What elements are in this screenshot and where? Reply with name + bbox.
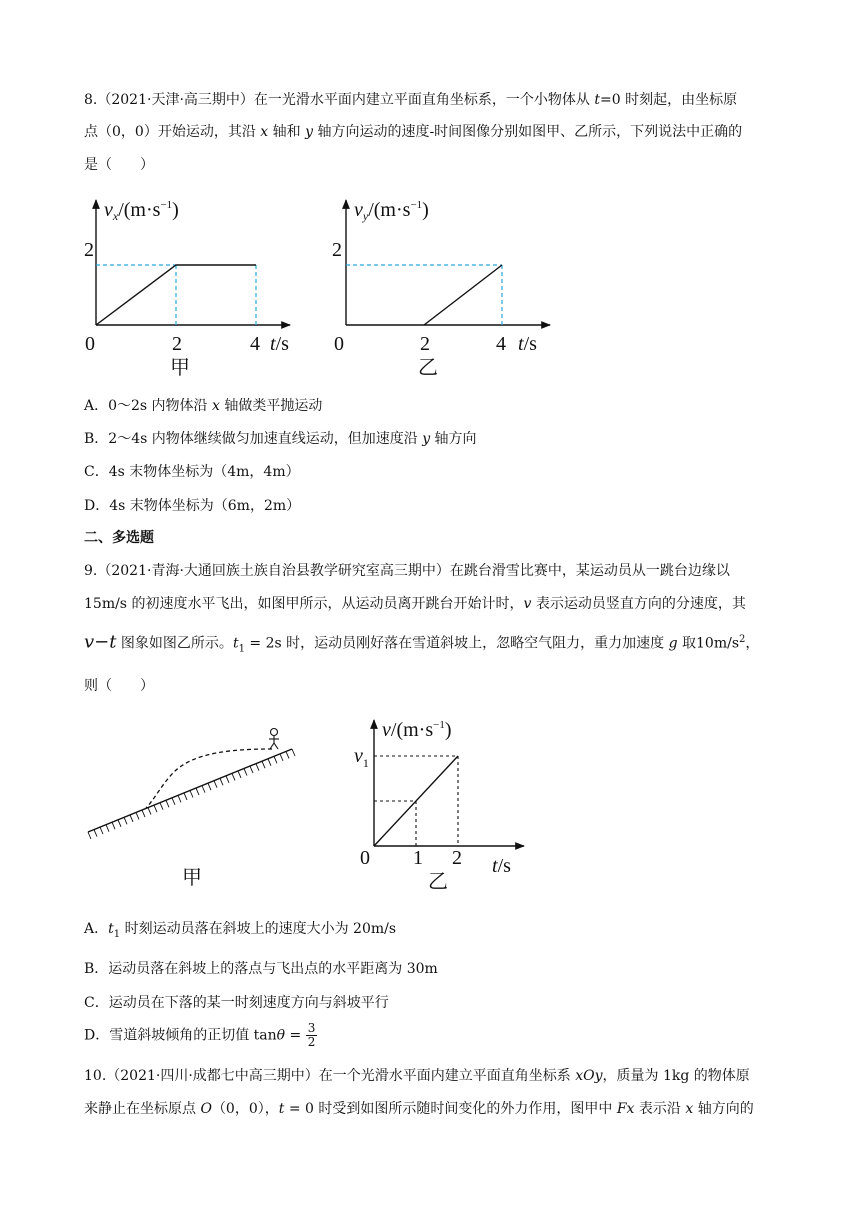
q9-option-c[interactable]: C．运动员在下落的某一时刻速度方向与斜坡平行 — [84, 995, 389, 1011]
svg-text:vx/(m·s−1) — [104, 199, 179, 223]
xlabel-unit: /s — [275, 333, 289, 355]
ylabel-exp: −1 — [160, 199, 173, 211]
vy-series-line — [424, 265, 502, 325]
y-tick-sub: 1 — [362, 756, 369, 770]
ylabel-close: ) — [172, 199, 179, 221]
origin-label: 0 — [334, 333, 344, 355]
q9-line-2: 15m/s 的初速度水平飞出，如图甲所示，从运动员离开跳台开始计时，v 表示运动员竖直方向的分速度，其 — [84, 596, 746, 612]
slope-hatching — [88, 749, 295, 839]
svg-text:t/s — [270, 333, 289, 355]
svg-text:t/s — [518, 333, 537, 355]
y-tick-2: 2 — [332, 239, 342, 261]
section-heading: 二、多选题 — [84, 530, 154, 546]
origin-label: 0 — [360, 847, 370, 869]
caption-jia: 甲 — [182, 867, 202, 889]
q9-option-d[interactable]: D．雪道斜坡倾角的正切值 tanθ = $\frac{3}{2}$ — [84, 1021, 316, 1049]
ylabel-unit: /(m·s — [368, 199, 411, 221]
q9-line-1: 9.（2021·青海·大通回族土族自治县教学研究室高三期中）在跳台滑雪比赛中，某运动员从一跳台边缘以 — [84, 563, 730, 579]
ylabel-sub: x — [112, 209, 119, 223]
q8-line-3: 是（ ） — [84, 157, 154, 173]
x-tick-2: 2 — [420, 333, 430, 355]
ylabel-unit: /(m·s — [118, 199, 161, 221]
q10-number: 10. — [84, 1068, 107, 1084]
q9-number: 9. — [84, 563, 98, 579]
caption-jia: 甲 — [170, 357, 190, 379]
caption-yi: 乙 — [428, 871, 448, 893]
xlabel-t: t — [492, 855, 498, 877]
ylabel-v: v — [382, 719, 391, 741]
ylabel-v: v — [104, 199, 113, 221]
ylabel-close: ) — [422, 199, 429, 221]
y-tick-v: v — [354, 745, 363, 767]
caption-yi: 乙 — [418, 357, 438, 379]
svg-text:vy/(m·s−1) — [354, 199, 429, 223]
xlabel-unit: /s — [497, 855, 511, 877]
q8-option-d[interactable]: D．4s 末物体坐标为（6m，2m） — [84, 498, 301, 514]
q8-graph-jia — [80, 188, 300, 380]
x-tick-2: 2 — [172, 333, 182, 355]
q8-option-b[interactable]: B．2～4s 内物体继续做匀加速直线运动，但加速度沿 y 轴方向 — [84, 431, 477, 447]
y-tick-2: 2 — [84, 239, 94, 261]
trajectory-curve — [146, 749, 272, 808]
skier-icon — [269, 729, 279, 750]
q9-line-4: 则（ ） — [84, 678, 154, 694]
q8-option-a[interactable]: A．0～2s 内物体沿 x 轴做类平抛运动 — [84, 398, 323, 414]
ylabel-sub: y — [362, 209, 369, 223]
origin-label: 0 — [85, 333, 95, 355]
q10-line-1: 10.（2021·四川·成都七中高三期中）在一个光滑水平面内建立平面直角坐标系 xOy，质量为 1kg 的物体原 — [84, 1068, 750, 1084]
xlabel-t: t — [518, 333, 524, 355]
q8-source: （2021·天津·高三期中） — [97, 92, 254, 108]
q9-line-3: v−t 图象如图乙所示。$t_1 = 2s$ 时，运动员刚好落在雪道斜坡上，忽略空气阻力，重力加速度 g 取$10m/s^2$， — [84, 631, 760, 655]
ylabel-exp: −1 — [410, 199, 423, 211]
q9-graph-yi — [352, 712, 532, 894]
x-tick-4: 4 — [250, 333, 260, 355]
q8-line-2: 点（0，0）开始运动，其沿 x 轴和 y 轴方向运动的速度-时间图像分别如图甲、乙所示，下列说法中正确的 — [84, 124, 743, 140]
ylabel-v: v — [354, 199, 363, 221]
q8-line-1: 8.（2021·天津·高三期中）在一光滑水平面内建立平面直角坐标系，一个小物体从 t=0 时刻起，由坐标原 — [84, 92, 738, 108]
svg-text:v/(m·s−1) — [382, 719, 452, 741]
xlabel-unit: /s — [523, 333, 537, 355]
q8-number: 8. — [84, 92, 98, 108]
fraction-3-2: $\frac{3}{2}$ — [307, 1021, 316, 1049]
x-tick-2: 2 — [452, 847, 462, 869]
svg-text:t/s — [492, 855, 511, 877]
ylabel-unit: /(m·s — [390, 719, 434, 741]
x-tick-1: 1 — [413, 847, 423, 869]
q9-option-b[interactable]: B．运动员落在斜坡上的落点与飞出点的水平距离为 30m — [84, 961, 438, 977]
ylabel-close: ) — [444, 719, 452, 741]
ylabel-exp: −1 — [433, 719, 445, 731]
q10-line-2: 来静止在坐标原点 O（0，0），t = 0 时受到如图所示随时间变化的外力作用，图甲中 Fx 表示沿 x 轴方向的 — [84, 1101, 754, 1117]
x-tick-4: 4 — [496, 333, 506, 355]
q10-source: （2021·四川·成都七中高三期中） — [106, 1068, 319, 1084]
xlabel-t: t — [270, 333, 276, 355]
svg-text:v1 — [354, 745, 369, 770]
q8-graph-yi — [328, 188, 558, 380]
q9-source: （2021·青海·大通回族土族自治县教学研究室高三期中） — [97, 563, 450, 579]
q9-option-a[interactable]: A．$t_1$ 时刻运动员落在斜坡上的速度大小为 20m/s — [84, 921, 397, 940]
q9-figure-jia — [84, 722, 304, 894]
q8-option-c[interactable]: C．4s 末物体坐标为（4m，4m） — [84, 464, 300, 480]
